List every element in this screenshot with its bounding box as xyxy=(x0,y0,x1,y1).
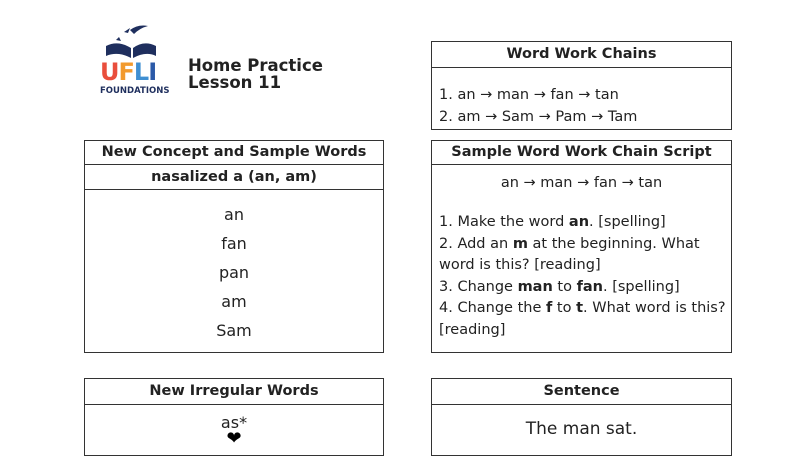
script-step: 1. Make the word an. [spelling] xyxy=(439,214,666,230)
logo-wordmark: UFLI xyxy=(100,58,157,86)
sentence-header: Sentence xyxy=(432,379,731,405)
sample-word: pan xyxy=(218,263,250,282)
sample-word: fan xyxy=(221,234,247,253)
script-step: 2. Add an m at the beginning. What word is this? [reading] xyxy=(439,235,700,273)
chain-item: 2. am → Sam → Pam → Tam xyxy=(439,109,638,125)
sample-word: an xyxy=(224,205,244,224)
word-work-chains-box xyxy=(431,41,732,130)
title-line-1: Home Practice xyxy=(188,56,323,75)
chain-script-box xyxy=(431,140,732,353)
script-steps xyxy=(432,209,731,341)
irregular-word: as* xyxy=(220,413,248,432)
chain-item: 1. an → man → fan → tan xyxy=(439,87,619,103)
title-line-2: Lesson 11 xyxy=(188,73,282,92)
heart-icon: ❤ xyxy=(226,428,242,449)
ufli-logo xyxy=(98,24,168,100)
sample-word-list xyxy=(85,190,383,345)
word-work-chains-header: Word Work Chains xyxy=(432,42,731,68)
logo-subtitle: FOUNDATIONS xyxy=(100,86,170,96)
chain-list xyxy=(432,68,731,128)
concept-label: nasalized a (an, am) xyxy=(85,165,383,190)
script-step: 3. Change man to fan. [spelling] xyxy=(439,278,680,295)
chain-script-header: Sample Word Work Chain Script xyxy=(432,141,731,165)
open-book-with-birds-icon xyxy=(102,24,162,62)
sample-word: Sam xyxy=(216,321,252,340)
new-concept-header: New Concept and Sample Words xyxy=(85,141,383,165)
sentence-box xyxy=(431,378,732,456)
irregular-words-box xyxy=(84,378,384,456)
new-concept-box xyxy=(84,140,384,353)
script-step: 4. Change the f to t. What word is this? [reading] xyxy=(439,300,726,338)
sentence-text: The man sat. xyxy=(525,419,638,439)
script-chain: an → man → fan → tan xyxy=(500,175,663,191)
page-title xyxy=(188,57,323,91)
irregular-words-header: New Irregular Words xyxy=(85,379,383,405)
sample-word: am xyxy=(221,292,247,311)
